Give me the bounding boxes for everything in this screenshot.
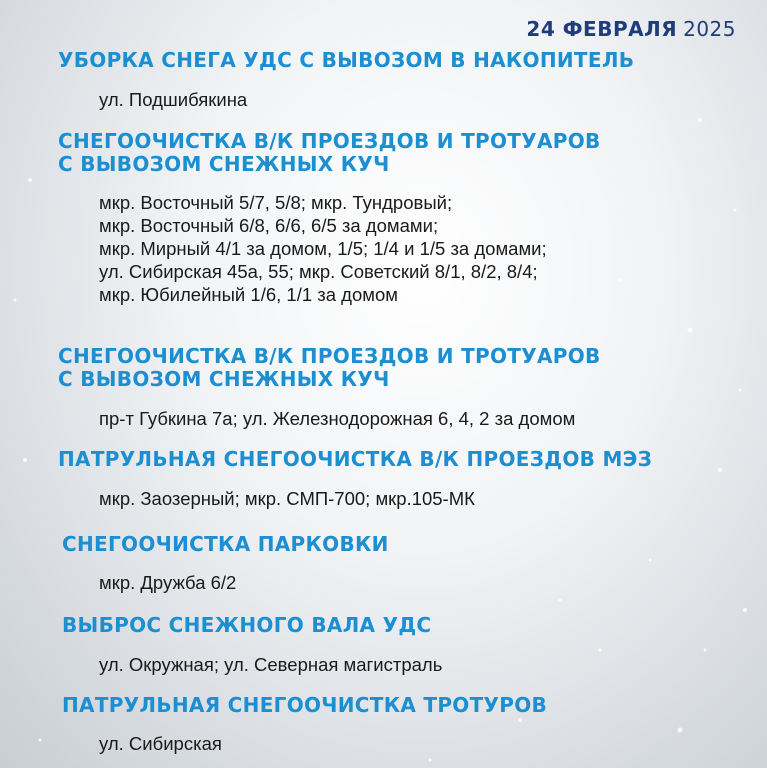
section-heading-line: ПАТРУЛЬНАЯ СНЕГООЧИСТКА ТРОТУРОВ xyxy=(62,693,548,717)
section-heading-line: УБОРКА СНЕГА УДС С ВЫВОЗОМ В НАКОПИТЕЛЬ xyxy=(58,48,635,72)
section-heading xyxy=(62,614,767,637)
section-heading-line: СНЕГООЧИСТКА ПАРКОВКИ xyxy=(62,532,389,556)
section-heading xyxy=(58,448,767,471)
section-body xyxy=(99,653,767,676)
section-heading-line: С ВЫВОЗОМ СНЕЖНЫХ КУЧ xyxy=(58,152,390,176)
address-line: мкр. Заозерный; мкр. СМП-700; мкр.105-МК xyxy=(99,488,475,509)
section-heading-line: СНЕГООЧИСТКА В/К ПРОЕЗДОВ И ТРОТУАРОВ xyxy=(58,344,601,368)
section-heading xyxy=(58,130,767,176)
date-year: 2025 xyxy=(683,17,736,41)
address-line: ул. Сибирская 45а, 55; мкр. Советский 8/1, 8/2, 8/4; xyxy=(99,261,538,282)
address-line: ул. Сибирская xyxy=(99,733,222,754)
address-line: мкр. Юбилейный 1/6, 1/1 за домом xyxy=(99,284,398,305)
address-line: мкр. Мирный 4/1 за домом, 1/5; 1/4 и 1/5 за домами; xyxy=(99,238,547,259)
section-body xyxy=(99,191,767,306)
section-heading xyxy=(62,694,767,717)
section-snow-bank-discharge xyxy=(0,614,767,676)
address-line: ул. Окружная; ул. Северная магистраль xyxy=(99,654,443,675)
address-line: ул. Подшибякина xyxy=(99,89,248,110)
address-line: пр-т Губкина 7а; ул. Железнодорожная 6, 4, 2 за домом xyxy=(99,408,576,429)
section-heading-line: ПАТРУЛЬНАЯ СНЕГООЧИСТКА В/К ПРОЕЗДОВ МЭЗ xyxy=(58,447,653,471)
section-snow-clearing-driveways-1 xyxy=(0,130,767,306)
date-day-month: 24 ФЕВРАЛЯ xyxy=(526,17,678,41)
section-heading xyxy=(62,533,767,556)
address-line: мкр. Дружба 6/2 xyxy=(99,572,237,593)
section-heading xyxy=(58,49,767,72)
section-body xyxy=(99,88,767,111)
section-heading xyxy=(58,345,767,391)
section-snow-clearing-driveways-2 xyxy=(0,345,767,430)
section-body xyxy=(99,732,767,755)
section-patrol-clearing-sidewalks xyxy=(0,694,767,755)
section-heading-line: ВЫБРОС СНЕЖНОГО ВАЛА УДС xyxy=(62,613,432,637)
date-header xyxy=(526,17,736,41)
address-line: мкр. Восточный 6/8, 6/6, 6/5 за домами; xyxy=(99,215,439,236)
section-heading-line: С ВЫВОЗОМ СНЕЖНЫХ КУЧ xyxy=(58,367,390,391)
section-body xyxy=(99,571,767,594)
section-snow-removal-uds xyxy=(0,49,767,111)
section-patrol-clearing-mez xyxy=(0,448,767,510)
section-heading-line: СНЕГООЧИСТКА В/К ПРОЕЗДОВ И ТРОТУАРОВ xyxy=(58,129,601,153)
address-line: мкр. Восточный 5/7, 5/8; мкр. Тундровый; xyxy=(99,192,453,213)
section-body xyxy=(99,487,767,510)
section-parking-clearing xyxy=(0,533,767,594)
section-body xyxy=(99,407,767,430)
